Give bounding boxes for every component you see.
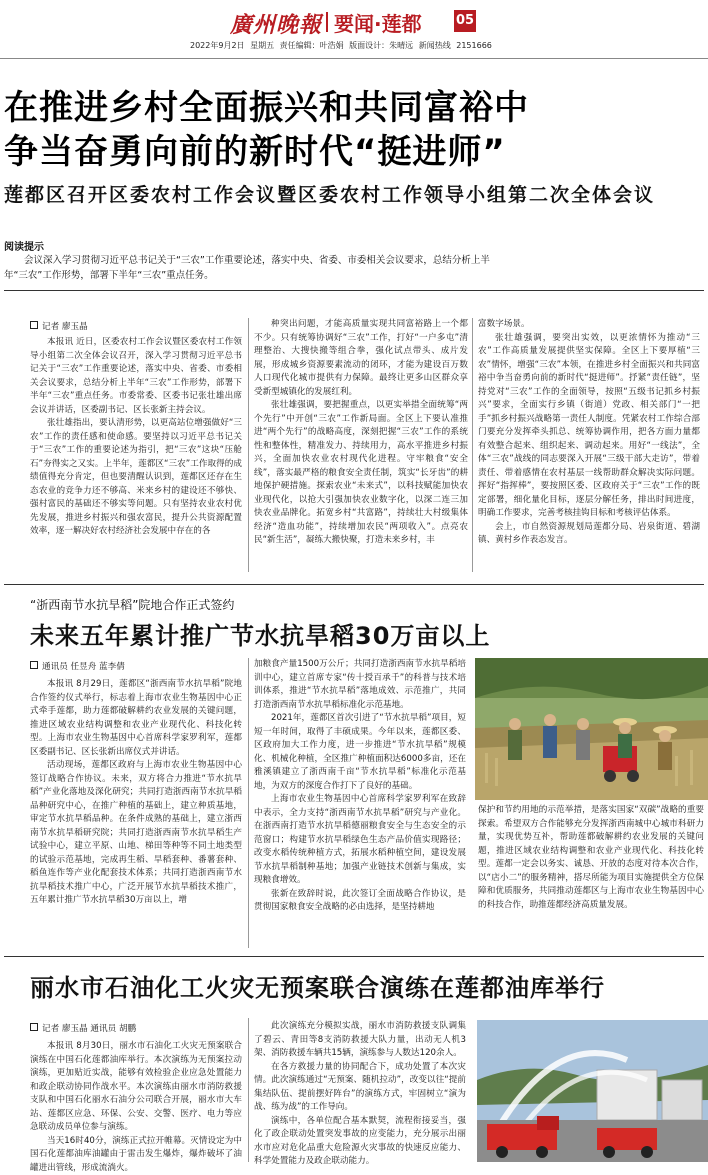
paragraph: 本报讯 近日，区委农村工作会议暨区委农村工作领导小组第二次全体会议召开，深入学习贯彻习近平总书记关于“三农”工作重要论述，落实中央、省委、市委相关会议要求，总结分析上半年“三农”工作形势，部署下半年“三农”重点任务。市委常委、区委书记张壮雄出席会议并讲话，区委副书记、区长张新主持会议。: [30, 336, 242, 417]
article3-column-2: [254, 1020, 466, 1162]
headline-line-2: 争当奋勇向前的新时代“挺进师”: [4, 130, 704, 174]
paragraph: 活动现场，莲都区政府与上海市农业生物基因中心签订战略合作协议。未来，双方将合力推进“节水抗旱稻”产业化落地及深化研究；共同打造浙西南节水抗旱稻品种研究中心，在推广种植的基础上，建立种质基地，审定节水抗旱稻品种。在条件成熟的基础上，建立浙西南节水抗旱稻研究院；共同打造浙西南节水抗旱稻生产试验中心，建立平原、山地、梯田等种等不同土地类型的试验示范基地，完成再生稻、旱稻套种、番薯套种、稻鱼连作等产业化配套技术体系；共同打造浙西南节水抗旱稻技术推广中心，广泛开展节水抗旱稻技术推广，五年累计推广节水抗旱稻30万亩以上，增: [30, 759, 242, 908]
paragraph: 当天16时40分，演练正式拉开帷幕。灭情设定为中国石化莲都油库油罐由于雷击发生爆炸，爆炸破坏了油罐进出管线，形成流淌火。: [30, 1135, 242, 1175]
page-number-badge: 05: [454, 10, 476, 32]
article2-column-1: [30, 678, 242, 948]
issue-info: 2022年9月2日 星期五 责任编辑：叶浩娟 版面设计：朱晴远 新闻热线 2151666: [190, 40, 492, 51]
paragraph: 富数字场景。: [478, 318, 700, 332]
column-divider: [248, 1018, 249, 1162]
section-title: 要闻·莲都: [334, 8, 422, 37]
article3-column-1: [30, 1040, 242, 1162]
article1-column-3: [478, 318, 700, 572]
article3-headline: 丽水市石油化工火灾无预案联合演练在莲都油库举行: [30, 968, 605, 1003]
headline-line-1: 在推进乡村全面振兴和共同富裕中: [4, 86, 704, 130]
byline-square-icon: [30, 1023, 38, 1031]
paragraph: 此次演练充分模拟实战，丽水市消防救援支队调集了碧云、青田等8支消防救援大队力量，出动无人机3架、消防救援车辆共15辆，演练参与人数达120余人。: [254, 1020, 466, 1061]
paragraph: 本报讯 8月30日，丽水市石油化工火灾无预案联合演练在中国石化莲都油库举行。本次演练为无预案拉动演练，更加贴近实战，能够有效检验企业应急处置能力和政企联动协同作战水平。本次演练由丽水市消防救援支队和中国石化丽水石油分公司联合开展，丽水市大车站、莲都区应急、环保、公安、交警、医疗、电力等应急联动成员单位参与演练。: [30, 1040, 242, 1135]
article2-column-2: [254, 658, 466, 948]
article2-headline: 未来五年累计推广节水抗旱稻30万亩以上: [30, 616, 490, 651]
paragraph: 张壮雄强调，要突出实效，以更浓情怀为推动“三农”工作高质量发展提供坚实保障。全区上下要厚植“三农”情怀，增强“三农”本领，在推进乡村全面振兴和共同富裕中争当奋勇向前的新时代“挺进师”。抒紧“责任链”，坚持党对“三农”工作的全面领导，按照“五级书记抓乡村振兴”要求，全面实行乡镇（街道）党政、相关部门“一把手”抓乡村振兴战略第一责任人制度。凭紧农村工作综合部门要充分发挥牵头抓总、统筹协调作用，把各方面力量都有效整合起来、组织起来、调动起来。用好“一线法”，全体“三农”战线的同志要深入开展“三级干部大走访”，带着责任、带着感情在农村基层一线帮助群众解决实际问题。挥好“指挥棒”，要按照区委、区政府关于“三农”工作的既定部署，细化量化目标，逐层分解任务，排出时间进度，明确工作要求，完善考核挂钩目标和考核评估体系。: [478, 332, 700, 521]
article2-byline: [30, 660, 125, 672]
article3-byline: [30, 1022, 136, 1034]
paragraph: 演练中，各单位配合基本默契，流程衔接妥当，强化了政企联动处置突发事故的应变能力，充分展示出丽水市应对危化品重大危险源火灾事故的快速反应能力、科学处置能力及政企联动能力。: [254, 1115, 466, 1169]
article1-headline: [4, 86, 704, 174]
fire-drill-illustration: [477, 1020, 708, 1162]
article1-subheadline: 莲都区召开区委农村工作会议暨区委农村工作领导小组第二次全体会议: [4, 180, 655, 207]
paragraph: 在各方救援力量的协同配合下，成功处置了本次灾情。此次演练通过“无预案、随机拉动”，改变以往“提前集结队伍、提前摆好阵台”的演练方式，牢固树立“演为战、练为战”的工作导向。: [254, 1061, 466, 1115]
article1-column-1: [30, 336, 242, 572]
masthead-rule: [0, 58, 708, 59]
column-divider: [472, 318, 473, 572]
paragraph: 本报讯 8月29日，莲都区“浙西南节水抗旱稻”院地合作签约仪式举行，标志着上海市农业生物基因中心正式牵手莲都，助力莲都破解耕约农业发展的关键问题，推进区域农业结构调整和农业产业现代化、科技化转型。上海市农业生物基因中心首席科学家罗利军，莲都区委副书记、区长张新出席仪式并讲话。: [30, 678, 242, 759]
section-rule: [4, 290, 704, 291]
byline-text: 通讯员 任昱舟 蓝李倩: [42, 662, 125, 672]
paragraph: 会上，市自然资源规划局莲都分局、岩泉街道、碧湖镇、黄村乡作表态发言。: [478, 521, 700, 548]
byline-square-icon: [30, 661, 38, 669]
paragraph: 种突出问题，才能高质量实现共同富裕路上一个都不少。只有统筹协调好“三农”工作，打好“一户多屯”清理整治、大搜快搬等组合拳，强化试点带头、成片发展，形成城乡资源要素流动的闭环，才能为建设百万数人口现代化城市提供有力保障。最终让更多山区群众享受新型城镇化的发展红利。: [254, 318, 468, 399]
column-divider: [248, 318, 249, 572]
rice-field-illustration: [475, 658, 708, 800]
paragraph: 加粮食产量1500万公斤；共同打造浙西南节水抗旱稻培训中心，建立首席专家“传十授百承千”的科普与技术培训体系，推进“节水抗旱稻”落地成效、示范推广，共同打造浙西南节水抗旱稻标准化示范基地。: [254, 658, 466, 712]
byline-text: 记者 廖玉晶 通讯员 胡鹏: [42, 1024, 136, 1034]
article2-column-3: [478, 804, 704, 948]
lead-title: 阅读提示: [4, 238, 44, 253]
paragraph: 保护和节约用地的示范举措，是落实国家“双碳”战略的重要探索。希望双方合作能够充分发挥浙西南城中心城市科研力量，实现优势互补，帮助莲都破解耕约农业发展的关键问题，推进区域农业结构调整和农业产业现代化、科技化转型。莲都一定会以务实、诚恳、开放的态度对待本次合作，以“店小二”的服务精神，搭尽所能为项目实施提供全方位保障和优质服务，共同推动莲都区与上海市农业生物基因中心的科技合作，助推莲都经济高质量发展。: [478, 804, 704, 912]
paragraph: 张壮雄强调，要把握重点，以更实举措全面统筹“两个先行”中开创“三农”工作新局面。全区上下要认准推进“两个先行”的战略高度，深刻把握“三农”工作的系统性和整体性，精准发力、持续用力，高水平推进乡村振兴，全面加快农业农村现代化进程。守牢粮食“安全线”，落实最严格的粮食安全责任制，筑实“长牙齿”的耕地保护硬措施。探索农业“未来式”，以科技赋能加快农业现代化，以抢大引强加快农业数字化，以深二连三加快农业品牌化。拓宽乡村“共富路”，持续壮大村级集体经济“造血功能”，持续增加农民“两项收入”。点亮农民“新生活”，凝练大搬快聚，打造未来乡村，丰: [254, 399, 468, 548]
article2-kicker: “浙西南节水抗旱稻”院地合作正式签约: [30, 596, 234, 613]
article1-column-2: [254, 318, 468, 572]
byline-square-icon: [30, 321, 38, 329]
masthead: [0, 0, 708, 60]
fire-drill-photo: [477, 1020, 708, 1162]
paragraph: 张新在致辞时说，此次签订全面战略合作协议，是贯彻国家粮食安全战略的必由选择，是坚持耕地: [254, 888, 466, 915]
paragraph: 张壮雄指出，要认清形势，以更高站位增强做好“三农”工作的责任感和使命感。要坚持以习近平总书记关于“三农”工作的重要论述为指引，把“三农”这块“压舱石”夯得实之又实。上半年，莲都区“三农”工作取得的成绩值得充分肯定，但也要清醒认识到，莲都区还存在生态农业的竞争力还不够高、米来乡村的建设还不够快、强村富民的基础还不够实等问题。只有坚持农业农村优先发展，推进乡村振兴和强农富民，提升公共资源配置效率，逐一解决好农村经济社会发展中存在的各: [30, 417, 242, 539]
paragraph: 2021年，莲都区首次引进了“节水抗旱稻”项目，短短一年时间，取得了丰硕成果。今年以来，莲都区委、区政府加大工作力度，进一步推进“节水抗旱稻”规模化、机械化种植，全区推广种植面积达6000多亩，还在雅溪镇建立了浙西南千亩“节水抗旱稻”标准化示范基地，为双方的深度合作打下了良好的基础。: [254, 712, 466, 793]
lead-text: 会议深入学习贯彻习近平总书记关于“三农”工作重要论述，落实中央、省委、市委相关会议要求，总结分析上半年“三农”工作形势，部署下半年“三农”重点任务。: [4, 253, 512, 283]
paragraph: 上海市农业生物基因中心首席科学家罗利军在致辞中表示，全力支持“浙西南节水抗旱稻”研究与产业化。在浙西南打造节水抗旱稻德丽粮食安全与生态安全的示范窗口；构建节水抗旱稻绿色生态产品价值实现路径；改变水稻传统种植方式，拓展水稻种植空间，建设发展节水抗旱稻制种基地；加强产业链技术创新与集成，实现粮食增效。: [254, 793, 466, 888]
masthead-divider: [326, 12, 328, 32]
byline-text: 记者 廖玉晶: [42, 322, 88, 332]
column-divider: [248, 658, 249, 948]
rice-field-photo: [475, 658, 708, 800]
newspaper-logo: 廣州晚報: [230, 8, 322, 39]
article1-byline: [30, 320, 88, 332]
section-rule: [4, 956, 704, 957]
section-rule: [4, 584, 704, 585]
